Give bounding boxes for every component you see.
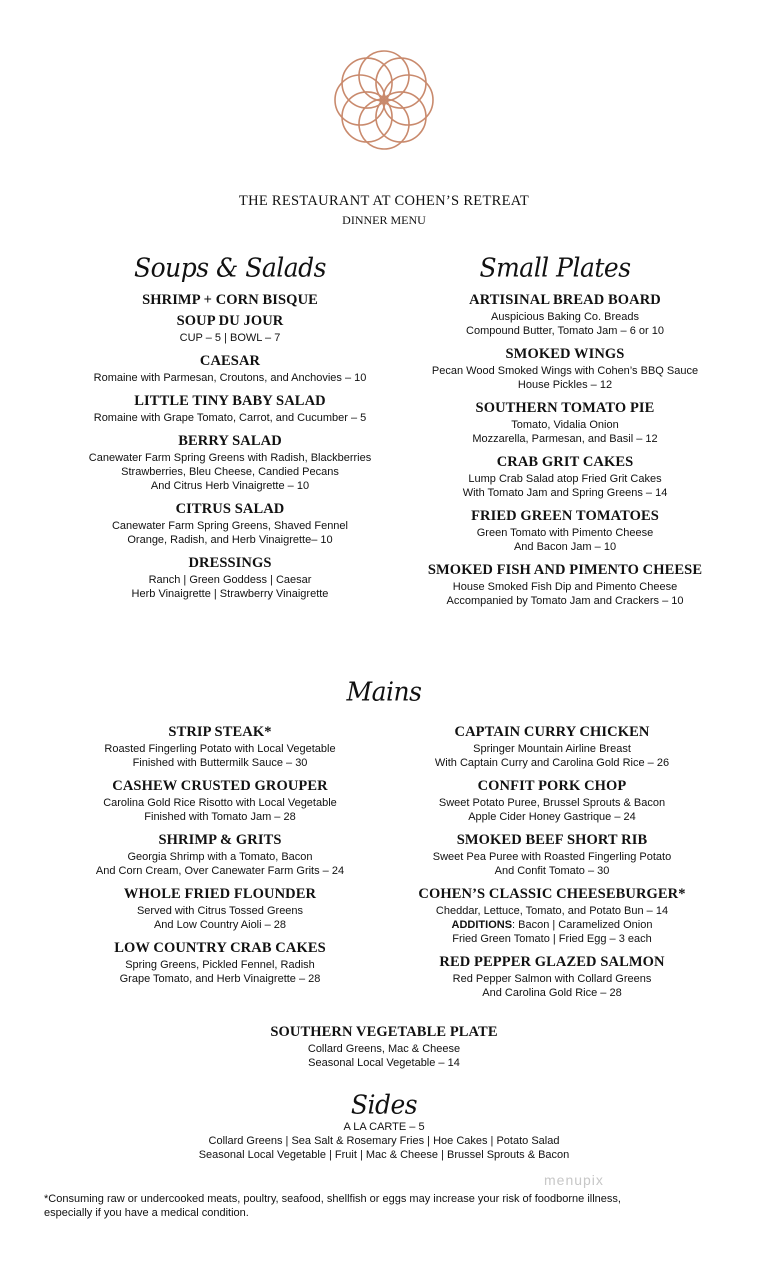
mains-right-list xyxy=(372,723,732,1007)
menu-item xyxy=(372,831,732,878)
menu-item-additions xyxy=(372,918,732,932)
menu-item-description: CUP – 5 | BOWL – 7 xyxy=(179,332,281,344)
menu-item-name: BERRY SALAD xyxy=(178,433,282,449)
menu-item-name: COHEN’S CLASSIC CHEESEBURGER* xyxy=(418,886,686,902)
small-plates-list xyxy=(385,291,745,615)
menu-item-description: And Corn Cream, Over Canewater Farm Grits – 24 xyxy=(95,865,345,877)
sides-line: Collard Greens | Sea Salt & Rosemary Fries | Hoe Cakes | Potato Salad xyxy=(208,1135,560,1147)
section-title-soups-salads: Soups & Salads xyxy=(133,252,327,283)
menu-item-description: With Captain Curry and Carolina Gold Rice – 26 xyxy=(434,757,670,769)
menu-item xyxy=(385,345,745,392)
menu-item-description: Herb Vinaigrette | Strawberry Vinaigrette xyxy=(131,588,329,600)
soups-salads-list xyxy=(25,291,435,608)
menu-item-description: Carolina Gold Rice Risotto with Local Vegetable xyxy=(103,797,337,809)
menu-item-description: And Citrus Herb Vinaigrette – 10 xyxy=(150,480,310,492)
menu-item-description: Lump Crab Salad atop Fried Grit Cakes xyxy=(468,473,662,485)
menu-item-description: And Confit Tomato – 30 xyxy=(494,865,610,877)
menu-item xyxy=(25,554,435,601)
menu-item-name: CRAB GRIT CAKES xyxy=(496,454,634,470)
menu-item-name: LITTLE TINY BABY SALAD xyxy=(134,393,326,409)
menu-item xyxy=(25,291,435,310)
menu-item-name: CAESAR xyxy=(199,353,261,369)
flower-of-life-icon xyxy=(324,40,444,160)
menu-item-description: Strawberries, Bleu Cheese, Candied Pecans xyxy=(121,466,339,478)
menu-item-description: And Carolina Gold Rice – 28 xyxy=(482,987,622,999)
menu-item-description: Compound Butter, Tomato Jam – 6 or 10 xyxy=(466,325,664,337)
menu-item-description: Orange, Radish, and Herb Vinaigrette– 10 xyxy=(127,534,333,546)
restaurant-name: THE RESTAURANT AT COHEN’S RETREAT xyxy=(238,193,530,209)
menu-item-name: SHRIMP & GRITS xyxy=(158,832,282,848)
menu-item-description: Served with Citrus Tossed Greens xyxy=(136,905,304,917)
menu-item-name: STRIP STEAK* xyxy=(168,724,272,740)
foodborne-illness-footnote xyxy=(44,1192,744,1220)
menu-item-description: Red Pepper Salmon with Collard Greens xyxy=(452,973,652,985)
menu-item-description: Apple Cider Honey Gastrique – 24 xyxy=(468,811,636,823)
menu-item-name: RED PEPPER GLAZED SALMON xyxy=(439,954,665,970)
menu-item-additions: Fried Green Tomato | Fried Egg – 3 each xyxy=(452,933,652,945)
menu-item-description: Romaine with Grape Tomato, Carrot, and Cucumber – 5 xyxy=(93,412,367,424)
menu-item xyxy=(25,312,435,345)
menu-item xyxy=(25,432,435,493)
sides-line: A LA CARTE – 5 xyxy=(343,1121,425,1133)
menu-item-name: CONFIT PORK CHOP xyxy=(477,778,627,794)
menu-item-name: CASHEW CRUSTED GROUPER xyxy=(112,778,328,794)
menu-item-description: Mozzarella, Parmesan, and Basil – 12 xyxy=(472,433,658,445)
menu-item xyxy=(385,507,745,554)
menu-item-name: SMOKED WINGS xyxy=(505,346,625,362)
menu-item-description: Grape Tomato, and Herb Vinaigrette – 28 xyxy=(119,973,321,985)
menu-item xyxy=(372,953,732,1000)
additions-label: ADDITIONS xyxy=(451,919,513,931)
menu-item xyxy=(25,500,435,547)
menu-item xyxy=(385,453,745,500)
menu-item xyxy=(385,399,745,446)
menu-item xyxy=(385,561,745,608)
menu-item-name: WHOLE FRIED FLOUNDER xyxy=(123,886,317,902)
vegetable-plate xyxy=(184,1023,584,1070)
menu-item-description: Green Tomato with Pimento Cheese xyxy=(476,527,654,539)
menu-item-description: Roasted Fingerling Potato with Local Vegetable xyxy=(104,743,336,755)
menu-item xyxy=(10,885,430,932)
menu-item-description: Romaine with Parmesan, Croutons, and Anchovies – 10 xyxy=(93,372,367,384)
section-title-sides: Sides xyxy=(350,1089,418,1120)
menu-item-description: Spring Greens, Pickled Fennel, Radish xyxy=(125,959,315,971)
menu-item-description: House Pickles – 12 xyxy=(517,379,613,391)
menu-item xyxy=(25,352,435,385)
section-title-mains: Mains xyxy=(346,676,422,707)
menu-item-name: SOUTHERN TOMATO PIE xyxy=(475,400,655,416)
menu-item-name: SOUP DU JOUR xyxy=(176,313,284,329)
menu-item-description: With Tomato Jam and Spring Greens – 14 xyxy=(462,487,668,499)
menu-item-description: Sweet Pea Puree with Roasted Fingerling Potato xyxy=(432,851,672,863)
menu-item-name: SOUTHERN VEGETABLE PLATE xyxy=(270,1024,498,1040)
menu-item-description: Accompanied by Tomato Jam and Crackers – 10 xyxy=(446,595,684,607)
sides-list xyxy=(84,1120,684,1162)
menu-item-description: Seasonal Local Vegetable – 14 xyxy=(308,1057,460,1069)
menu-item xyxy=(10,831,430,878)
footnote-line: *Consuming raw or undercooked meats, poultry, seafood, shellfish or eggs may increase your risk of foodborne illness, xyxy=(44,1193,621,1205)
menu-item xyxy=(25,392,435,425)
menu-item-description: And Bacon Jam – 10 xyxy=(513,541,617,553)
menu-item-name: SMOKED FISH AND PIMENTO CHEESE xyxy=(427,562,703,578)
logo-center xyxy=(380,96,388,104)
menu-item-name: SHRIMP + CORN BISQUE xyxy=(142,292,318,308)
menu-item-name: CITRUS SALAD xyxy=(175,501,285,517)
menu-item-name: CAPTAIN CURRY CHICKEN xyxy=(454,724,650,740)
menu-item xyxy=(372,885,732,946)
menu-item-description: Georgia Shrimp with a Tomato, Bacon xyxy=(127,851,313,863)
menu-item-description: Collard Greens, Mac & Cheese xyxy=(307,1043,461,1055)
menu-item-description: Springer Mountain Airline Breast xyxy=(473,743,631,755)
menu-item xyxy=(385,291,745,338)
sides-line: Seasonal Local Vegetable | Fruit | Mac & Cheese | Brussel Sprouts & Bacon xyxy=(198,1149,570,1161)
menu-item-description: And Low Country Aioli – 28 xyxy=(153,919,287,931)
menu-item-name: LOW COUNTRY CRAB CAKES xyxy=(114,940,326,956)
menu-item-description: Finished with Tomato Jam – 28 xyxy=(144,811,296,823)
footnote-line: especially if you have a medical condition. xyxy=(44,1207,249,1219)
menu-item xyxy=(10,939,430,986)
mains-left-list xyxy=(10,723,430,993)
menu-item-description: Canewater Farm Spring Greens with Radish, Blackberries xyxy=(88,452,372,464)
menu-item xyxy=(372,777,732,824)
menu-item xyxy=(10,723,430,770)
menu-item-description: Cheddar, Lettuce, Tomato, and Potato Bun – 14 xyxy=(435,905,669,917)
menu-item-description: Sweet Potato Puree, Brussel Sprouts & Bacon xyxy=(438,797,666,809)
logo-petal xyxy=(376,58,426,108)
menu-item-description: Finished with Buttermilk Sauce – 30 xyxy=(132,757,308,769)
menu-item-name: ARTISINAL BREAD BOARD xyxy=(469,292,661,308)
menu-item xyxy=(372,723,732,770)
menu-subtitle: DINNER MENU xyxy=(342,213,426,227)
menu-item-description: House Smoked Fish Dip and Pimento Cheese xyxy=(452,581,678,593)
menu-item-description: Ranch | Green Goddess | Caesar xyxy=(148,574,312,586)
menu-item-description: Tomato, Vidalia Onion xyxy=(511,419,619,431)
menu-item xyxy=(10,777,430,824)
menu-item-description: Pecan Wood Smoked Wings with Cohen’s BBQ Sauce xyxy=(431,365,699,377)
menu-item-name: DRESSINGS xyxy=(188,555,272,571)
watermark: menupix xyxy=(544,1172,604,1188)
additions-text: : Bacon | Caramelized Onion xyxy=(512,919,653,931)
menu-item-name: SMOKED BEEF SHORT RIB xyxy=(456,832,648,848)
menu-item-description: Canewater Farm Spring Greens, Shaved Fennel xyxy=(111,520,348,532)
menu-item-description: Auspicious Baking Co. Breads xyxy=(491,311,639,323)
menu-item-name: FRIED GREEN TOMATOES xyxy=(471,508,659,524)
section-title-small-plates: Small Plates xyxy=(479,252,631,283)
